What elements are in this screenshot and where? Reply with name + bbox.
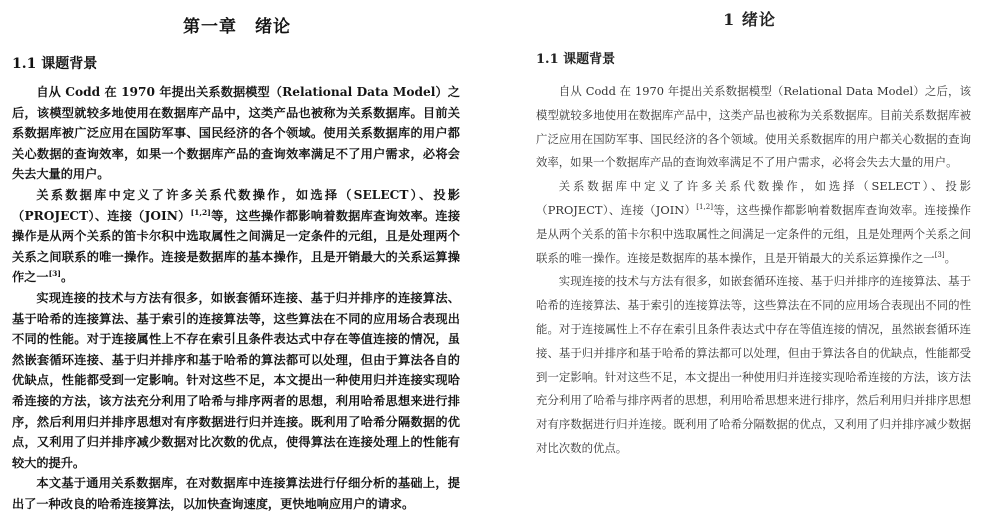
body-text	[536, 80, 971, 461]
paragraph	[12, 82, 460, 185]
right-page	[506, 0, 993, 493]
paragraph-text: 。	[944, 250, 957, 265]
paragraph	[12, 185, 460, 288]
citation: [1,2]	[696, 202, 713, 212]
paragraph-text: 。	[60, 270, 74, 285]
section-heading: 1.1 课题背景	[536, 52, 616, 67]
paragraph-text: 实现连接的技术与方法有很多，如嵌套循环连接、基于归并排序的连接算法、基于哈希的连接算法、基于索引的连接算法等，这些算法在不同的应用场合表现出不同的性能。对于连接属性上不存在索引且条件表达式中存在等值连接的情况，虽然嵌套循环连接、基于归并排序和基于哈希的算法都可以处理，但由于算法各自的优缺点，性能都受到一定影响。针对这些不足，本文提出一种使用归并连接实现哈希连接的方法，该方法充分利用了哈希与排序两者的思想，利用哈希思想来进行排序，然后利用归并排序思想对有序数据进行归并连接。既利用了哈希分隔数据的优点，又利用了归并排序减少数据对比次数的优点，使得算法在连接处理上的性能有较大的提升。	[12, 290, 460, 470]
chapter-title: 1 绪论	[723, 10, 776, 29]
paragraph	[12, 288, 460, 473]
paragraph-text: 自从 Codd 在 1970 年提出关系数据模型（Relational Data Model）之后，该模型就较多地使用在数据库产品中，这类产品也被称为关系数据库。目前关系数据库被广泛应用在国防军事、国民经济的各个领域。使用关系数据库的用户都关心数据的查询效率，如果一个数据库产品的查询效率满足不了用户需求，必将会失去大量的用户。	[12, 85, 460, 182]
body-text	[12, 82, 460, 514]
citation: [3]	[48, 269, 61, 279]
paragraph	[12, 473, 460, 514]
page-gutter	[478, 0, 506, 493]
paragraph-text: 关系数据库中定义了许多关系代数操作，如选择（SELECT）、投影（PROJECT）、连接（JOIN）	[12, 187, 460, 223]
paragraph-text: 实现连接的技术与方法有很多，如嵌套循环连接、基于归并排序的连接算法、基于哈希的连接算法、基于索引的连接算法等，这些算法在不同的应用场合表现出不同的性能。对于连接属性上不存在索引且条件表达式中存在等值连接的情况，虽然嵌套循环连接、基于归并排序和基于哈希的算法都可以处理，但由于算法各自的优缺点，性能都受到一定影响。针对这些不足，本文提出一种使用归并连接实现哈希连接的方法，该方法充分利用了哈希与排序两者的思想，利用哈希思想来进行排序，然后利用归并排序思想对有序数据进行归并连接。既利用了哈希分隔数据的优点，又利用了归并排序减少数据对比次数的优点。	[536, 274, 971, 455]
section-heading: 1.1 课题背景	[12, 56, 98, 72]
paragraph-text: 关系数据库中定义了许多关系代数操作，如选择（SELECT）、投影（PROJECT）、连接（JOIN）	[536, 179, 971, 217]
citation: [1,2]	[190, 207, 211, 217]
left-page	[0, 0, 478, 511]
paragraph-text: 等，这些操作都影响着数据库查询效率。连接操作是从两个关系的笛卡尔积中选取属性之间满足一定条件的元组，且是处理两个关系之间联系的唯一操作。连接是数据库的基本操作，且是开销最大的关系运算操作之一	[12, 208, 461, 285]
paragraph-text: 自从 Codd 在 1970 年提出关系数据模型（Relational Data Model）之后，该模型就较多地使用在数据库产品中，这类产品也被称为关系数据库。目前关系数据库被广泛应用在国防军事、国民经济的各个领域。使用关系数据库的用户都关心数据的查询效率，如果一个数据库产品的查询效率满足不了用户需求，必将会失去大量的用户。	[536, 84, 971, 170]
paragraph	[536, 175, 971, 270]
citation: [3]	[934, 249, 945, 259]
chapter-title: 第一章 绪论	[183, 17, 291, 37]
paragraph-text: 等，这些操作都影响着数据库查询效率。连接操作是从两个关系的笛卡尔积中选取属性之间满足一定条件的元组，且是处理两个关系之间联系的唯一操作。连接是数据库的基本操作，且是开销最大的关系运算操作之一	[536, 202, 971, 265]
paragraph	[536, 270, 971, 460]
paragraph	[536, 80, 971, 175]
paragraph-text: 本文基于通用关系数据库，在对数据库中连接算法进行仔细分析的基础上，提出了一种改良的哈希连接算法，以加快查询速度，更快地响应用户的请求。	[12, 476, 460, 511]
